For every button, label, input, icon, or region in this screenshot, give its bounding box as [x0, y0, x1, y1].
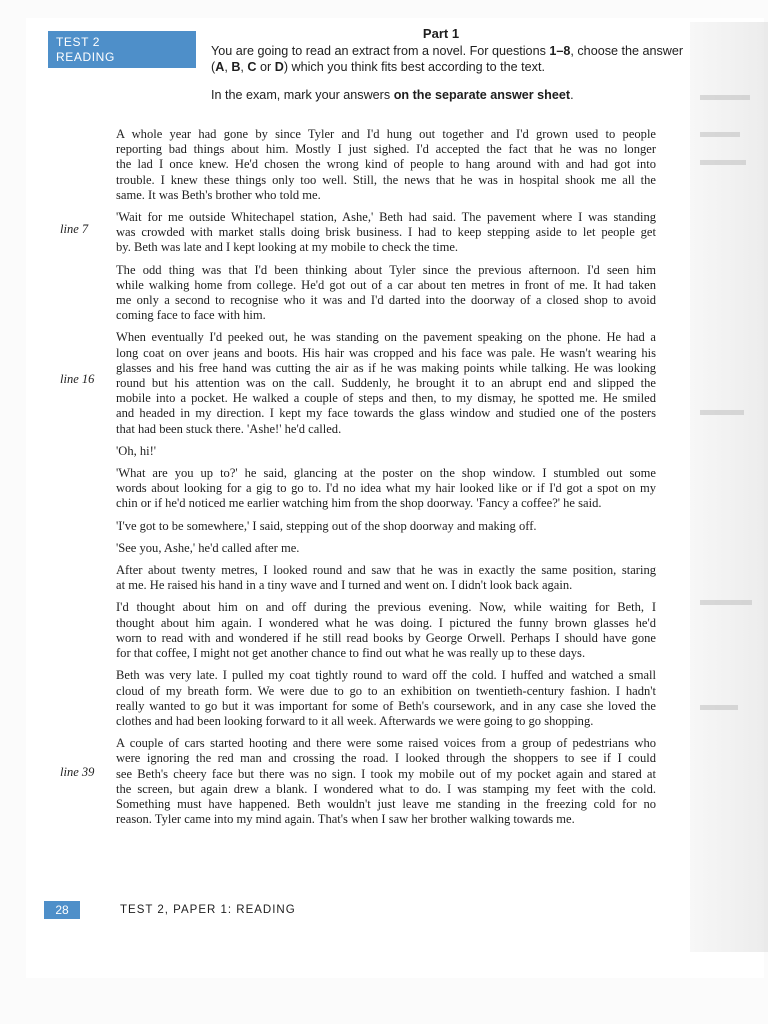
passage-paragraph — [116, 519, 656, 534]
option-letter: C — [247, 60, 257, 74]
passage-line: the screen, but again drew a blank. I wondered what to do. I was stamping my feet with the cold. — [116, 781, 656, 796]
passage-paragraph — [116, 127, 656, 203]
passage-line: 'Oh, hi!' — [116, 443, 157, 458]
passage-line: glasses and his free hand was cutting the air as if he was making points while talking. He was looking — [116, 360, 656, 375]
instructions-text: , — [224, 60, 232, 74]
exam-note — [211, 87, 751, 103]
instructions-text: , choose the answer — [570, 44, 684, 58]
passage-line: I'd thought about him on and off during the previous evening. Now, while waiting for Beth, I — [116, 600, 656, 615]
passage-line: while walking home from college. He'd got out of a car about ten metres in front of me. It had taken — [116, 277, 656, 292]
bleed-mark — [700, 705, 738, 710]
passage-line: A couple of cars started hooting and there were some raised voices from a group of pedestrians who — [116, 736, 656, 751]
passage-line: trouble. I knew these things only too well. Still, the news that he was in hospital shook me all the — [116, 172, 656, 187]
passage-line: A whole year had gone by since Tyler and I'd hung out together and I'd grown used to people — [116, 127, 656, 141]
passage-line: were ignoring the red man and crossing the road. I looked through the shoppers to see if I could — [116, 751, 656, 766]
passage-paragraph — [116, 210, 656, 256]
passage-line: round but his attention was on the call. Suddenly, he brought it to an abrupt end and slipped the — [116, 376, 656, 391]
passage-line: words about looking for a gig to go to. I'd no idea what my hair looked like or if I'd got a spot on my — [116, 481, 656, 496]
page-number: 28 — [44, 901, 80, 919]
passage-line: The odd thing was that I'd been thinking about Tyler since the previous afternoon. I'd seen him — [116, 262, 656, 277]
passage-paragraph — [116, 563, 656, 593]
passage-line: Beth was very late. I pulled my coat tightly round to ward off the cold. I huffed and watched a small — [116, 668, 656, 683]
task-instructions — [211, 43, 751, 75]
passage-line: 'Wait for me outside Whitechapel station, Ashe,' Beth had said. The pavement where I was standing — [116, 210, 656, 225]
bleed-mark — [700, 132, 740, 137]
passage-line: 'I've got to be somewhere,' I said, stepping out of the shop doorway and making off. — [116, 518, 537, 533]
option-letter: A — [215, 60, 225, 74]
passage-line: me only a second to recognise who it was and I'd darted into the doorway of a closed shop to avoid — [116, 293, 656, 308]
passage-paragraph — [116, 668, 656, 729]
instructions-text: ( — [211, 60, 216, 74]
passage-line: reporting bad things about him. Mostly I just sighed. I'd accepted the fact that he was no longer — [116, 142, 656, 157]
passage-line: see Beth's cheery face but there was no sign. I took my mobile out of my pocket again and stared at — [116, 766, 656, 781]
running-title: TEST 2, PAPER 1: READING — [120, 904, 296, 916]
passage-line: mobile into a pocket. He walked a couple of steps and then, to my dismay, he spotted me. He smiled — [116, 391, 656, 406]
passage-line: really wanted to go but it was important for some of Beth's coursework, and in any case she loved the — [116, 698, 656, 713]
passage-paragraph — [116, 600, 656, 661]
passage-line: same. It was Beth's brother who told me. — [116, 187, 321, 202]
passage-line: long coat on over jeans and boots. His hair was cropped and his face was pale. He wasn't wearing his — [116, 345, 656, 360]
instructions-text: , — [240, 60, 248, 74]
part-title: Part 1 — [422, 26, 460, 41]
bleed-mark — [700, 410, 744, 415]
line-marker: line 16 — [60, 372, 95, 386]
passage-line: the lad I once knew. He'd chosen the wrong kind of people to hang around with and had got into — [116, 157, 656, 172]
passage-line: at me. He raised his hand in a tiny wave and I turned and went on. I didn't look back again. — [116, 578, 573, 593]
passage-line: reason. Tyler came into my mind again. That's when I saw her brother walking towards me. — [116, 812, 575, 827]
exam-note-emphasis: on the separate answer sheet — [393, 88, 571, 102]
passage-line: After about twenty metres, I looked round and saw that he was in exactly the same position, staring — [116, 563, 656, 578]
task-header — [211, 26, 751, 103]
line-marker: line 7 — [60, 222, 89, 236]
passage-paragraph — [116, 263, 656, 324]
bleed-mark — [700, 600, 752, 605]
passage-line: 'See you, Ashe,' he'd called after me. — [116, 540, 300, 555]
passage-paragraph — [116, 466, 656, 512]
section-name-label: READING — [56, 50, 115, 64]
option-letter: B — [231, 60, 241, 74]
passage-line: Something must have happened. Beth wouldn't just leave me standing in the freezing cold for no — [116, 796, 656, 811]
passage-paragraph — [116, 541, 656, 556]
instructions-text: or — [256, 60, 275, 74]
passage-line: 'What are you up to?' he said, glancing at the poster on the shop window. I stumbled out some — [116, 466, 656, 481]
instructions-text: You are going to read an extract from a novel. For questions — [211, 44, 550, 58]
exam-note-text: In the exam, mark your answers — [211, 88, 394, 102]
passage-line: thought about him again. I wondered what he was doing. I pictured the funny brown glasses he'd — [116, 615, 656, 630]
passage-line: was crowded with market stalls doing brisk business. I had to keep stepping aside to let people get — [116, 225, 656, 240]
passage-line: coming face to face with him. — [116, 308, 266, 323]
passage-paragraph — [116, 330, 656, 436]
line-marker: line 39 — [60, 765, 95, 779]
bleed-mark — [700, 160, 746, 165]
passage-line: for that coffee, I might not get another chance to find out what he was really up to these days. — [116, 646, 586, 661]
passage-line: and headed in my direction. I kept my face towards the glass window and studied one of the posters — [116, 406, 656, 421]
reading-passage — [116, 127, 656, 834]
passage-line: When eventually I'd peeked out, he was standing on the pavement speaking on the phone. He had a — [116, 330, 656, 345]
test-number-label: TEST 2 — [56, 35, 101, 49]
passage-line: that had been stuck there. 'Ashe!' he'd called. — [116, 421, 342, 436]
passage-paragraph — [116, 736, 656, 827]
exam-note-text: . — [570, 88, 574, 102]
option-letter: D — [274, 60, 284, 74]
passage-line: worn to read with and wondered if he still read books by George Orwell. Perhaps I should have gone — [116, 630, 656, 645]
question-range: 1–8 — [549, 44, 571, 58]
test-section-tag — [48, 31, 196, 68]
passage-line: by. Beth was late and I kept looking at my mobile to check the time. — [116, 240, 459, 255]
instructions-text: ) which you think fits best according to the text. — [283, 60, 545, 74]
passage-line: cloud of my breath form. We were due to go to an exhibition on twentieth-century fashion. I hadn't — [116, 683, 656, 698]
passage-paragraph — [116, 444, 656, 459]
passage-line: chin or if he'd noticed me earlier watching him from the shop doorway. 'Fancy a coffee?' he said. — [116, 496, 602, 511]
passage-line: clothes and had been looking forward to it all week. Afterwards we were going to go shopping. — [116, 713, 594, 728]
